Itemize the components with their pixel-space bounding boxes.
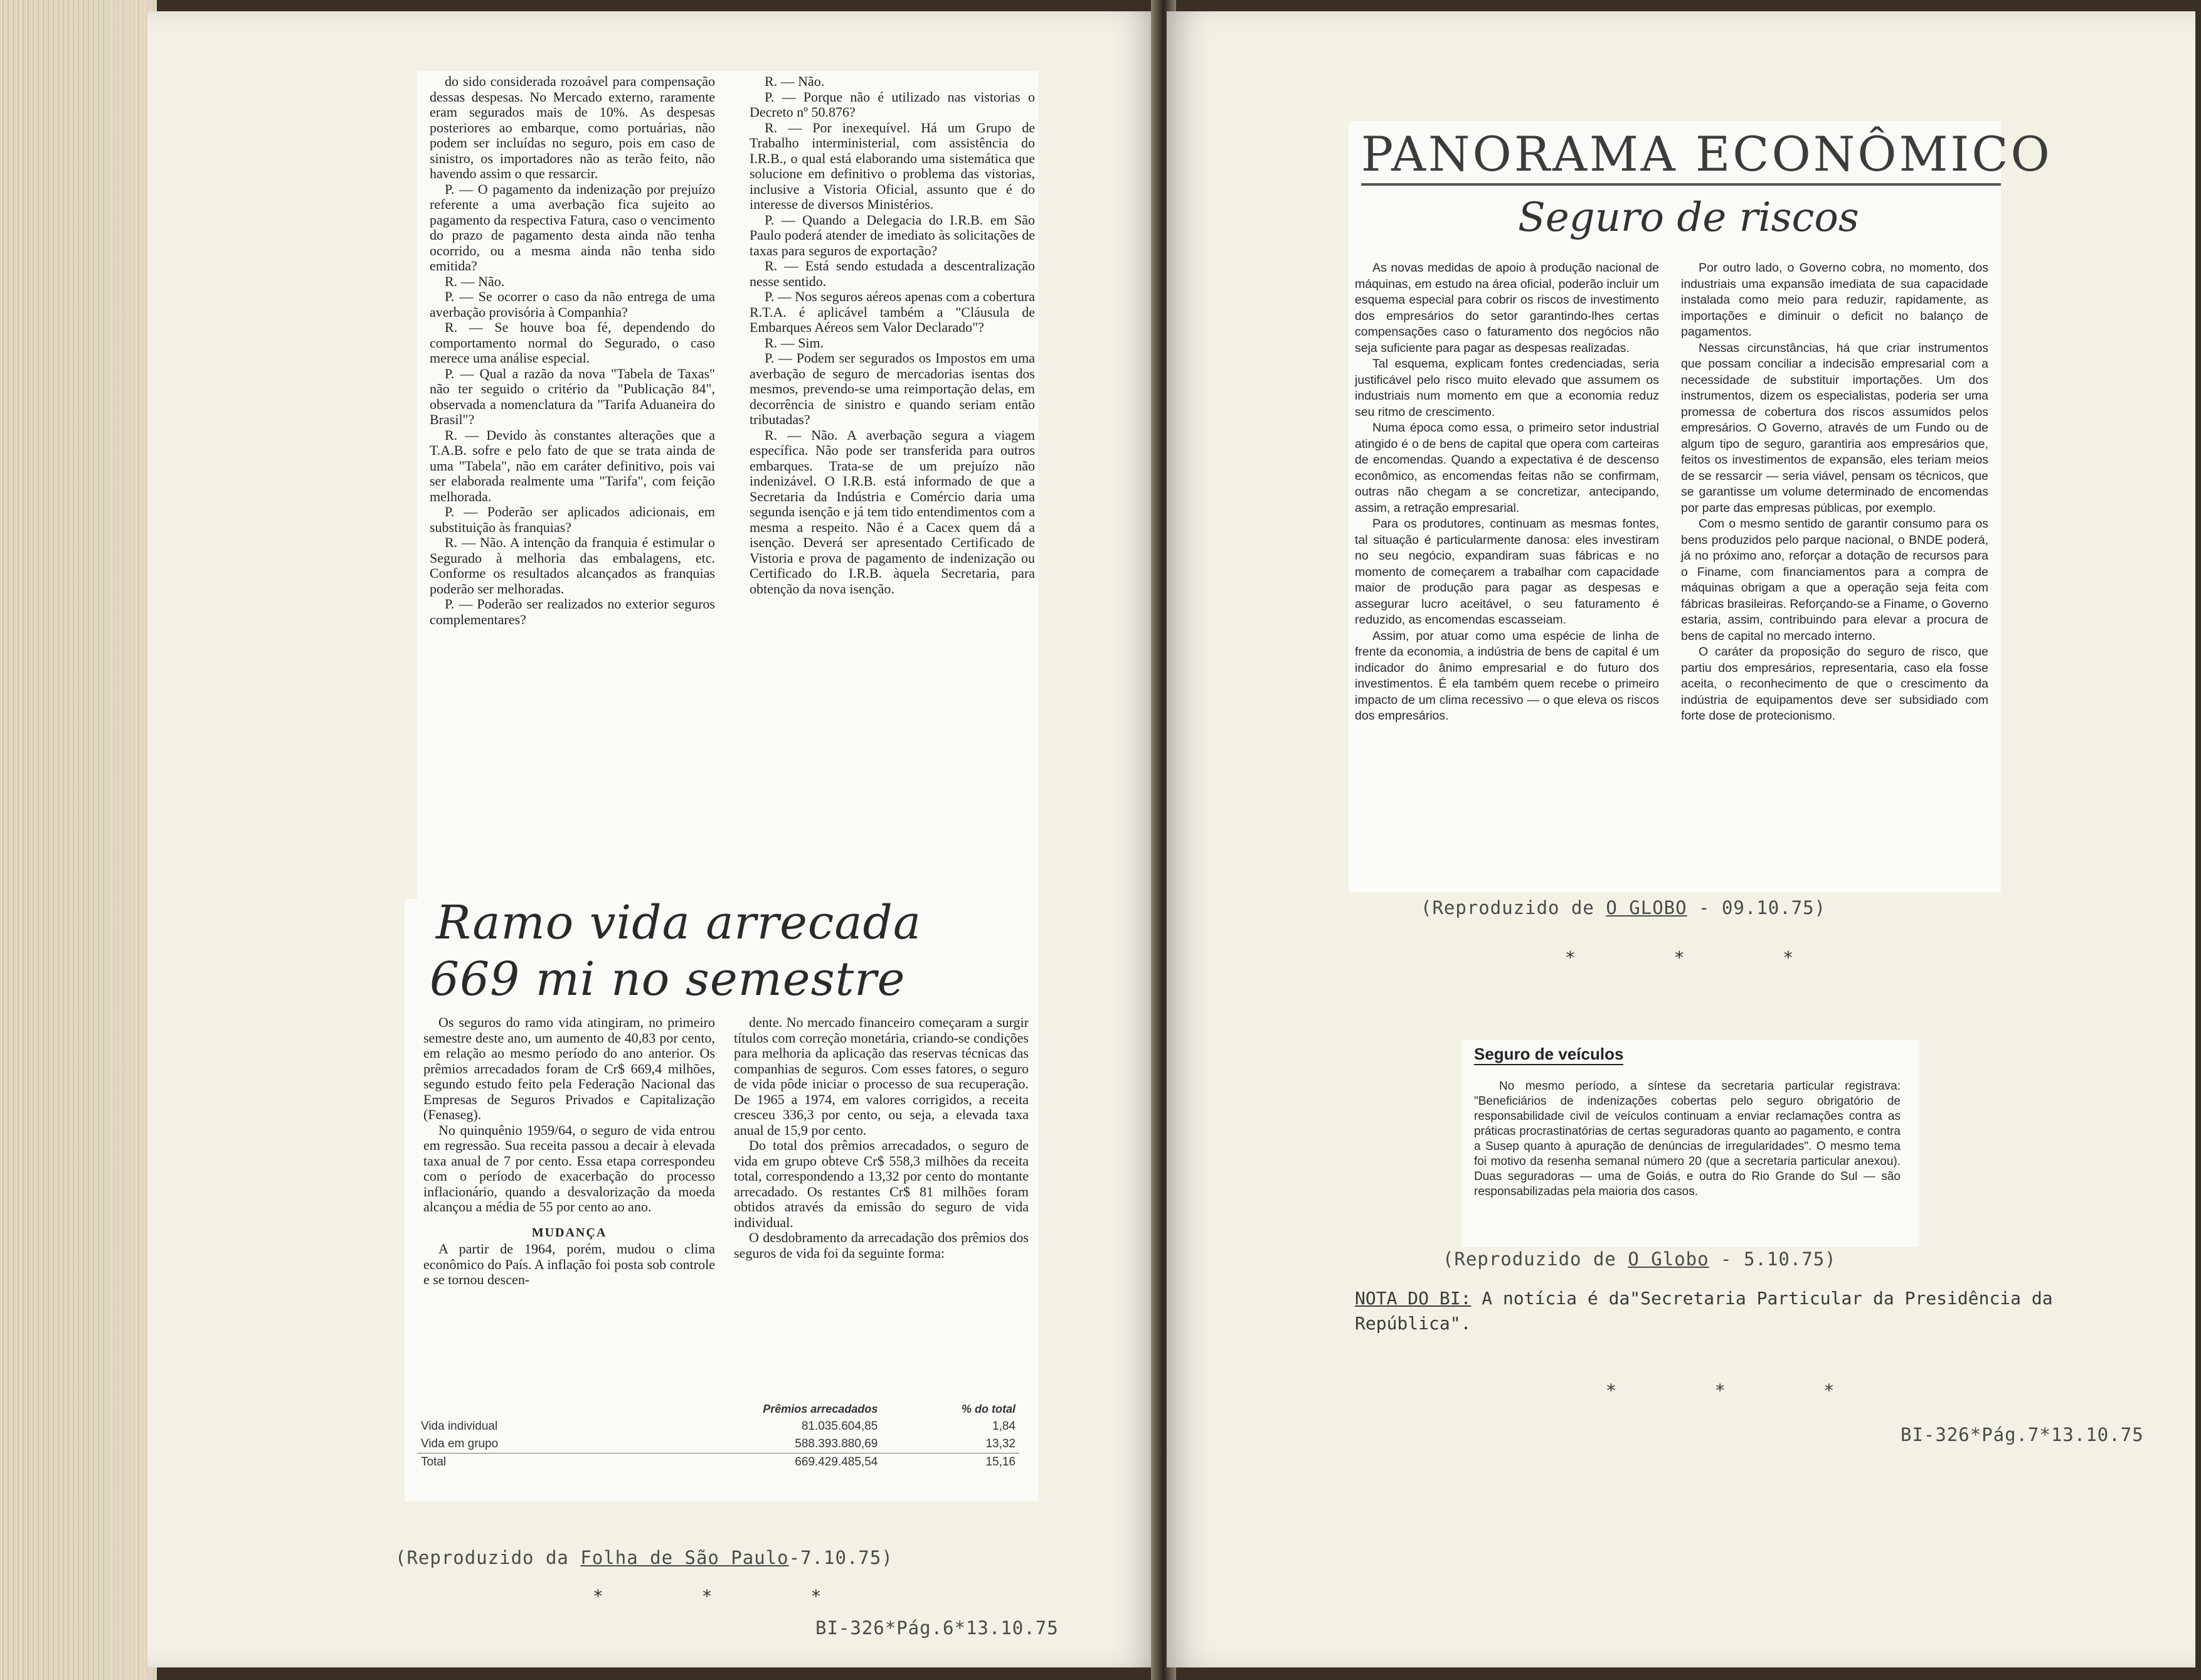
total-pct: 15,16: [881, 1454, 1019, 1472]
paragraph: P. — Qual a razão da nova "Tabela de Taxas" não ter seguido o critério da "Publicação 84", observada a nomenclatura da "Tarifa Aduaneira do Brasil"?: [430, 365, 715, 427]
source-right-1: [1421, 897, 1826, 918]
row-label: Vida individual: [421, 1420, 498, 1433]
col-premios-header: Prêmios arrecadados: [763, 1403, 878, 1415]
article-title: Seguro de riscos: [1518, 194, 1859, 241]
seguro-column-2: [1681, 260, 1988, 725]
paragraph: O caráter da proposição do seguro de risco, que partiu dos empresários, representaria, caso ela fosse aceita, o reconhecimento de que o crescimento da indústria de equipamentos deve ser subsidiado com forte dose de protecionismo.: [1681, 645, 1988, 723]
paragraph: R. — Não.: [445, 273, 505, 289]
veiculos-title: Seguro de veículos: [1474, 1045, 1623, 1065]
stars-right-2: * * *: [1606, 1380, 1879, 1401]
source-suffix: - 5.10.75): [1709, 1248, 1837, 1270]
stars-left: * * *: [593, 1586, 866, 1607]
paragraph: Do total dos prêmios arrecadados, o seguro de vida em grupo obteve Cr$ 558,3 milhões da receita total, correspondendo a 13,32 por cento do montante arrecadado. Os restantes Cr$ 81 milhões foram obtidos através da emissão do seguro de vida individual.: [734, 1137, 1029, 1230]
paragraph: R. — Se houve boa fé, dependendo do comportamento normal do Segurado, o caso merece uma análise especial.: [430, 319, 715, 366]
paragraph: Nessas circunstâncias, há que criar instrumentos que possam conciliar a indecisão empresarial com a necessidade de substituir importações. Um dos instrumentos, dizem os especialistas, poderia ser uma promessa de cobertura dos riscos assumidos pelos empresários. O Governo, através de um Fundo ou de algum tipo de seguro, garantiria aos empresários que, feitos os investimentos de expansão, eles teriam meios de se ressarcir — seria viável, pensam os técnicos, que se garantisse um volume determinado de encomendas por parte das empresas públicas, por exemplo.: [1681, 341, 1988, 515]
source-prefix: (Reproduzido da: [395, 1547, 581, 1568]
paragraph: R. — Não. A averbação segura a viagem específica. Não pode ser transferida para outros embarques. Trata-se de um prejuízo não indenizável. O I.R.B. está informado de que a Secretaria da Indústria e Comércio daria uma segunda isenção e já tem tido entendimentos com a mesma a respeito. Não é a Cacex quem dá a isenção. Deverá ser apresentado Certificado de Vistoria e prova de pagamento de indenização ou Certificado do I.R.B. àquela Secretaria, para obtenção da nova isenção.: [750, 427, 1035, 597]
vida-column-2: [734, 1015, 1029, 1261]
paragraph: Por outro lado, o Governo cobra, no momento, dos industriais uma expansão imediata de sua capacidade instalada como meio para reduzir, rapidamente, as importações e diminuir o deficit no balanço de pagamentos.: [1681, 261, 1988, 339]
paragraph: A partir de 1964, porém, mudou o clima econômico do País. A inflação foi posta sob controle e se tornou descen-: [423, 1241, 715, 1287]
paragraph: R. — Devido às constantes alterações que a T.A.B. sofre e pelo fato de que se trata ainda de uma "Tabela", não em caráter definitivo, pois vai ser elaborada realmente uma "Tarifa", com feição melhorada.: [430, 427, 715, 504]
paragraph: Assim, por atuar como uma espécie de linha de frente da economia, a indústria de bens de capital é um indicador do ânimo empresarial e do futuro dos investimentos. É ela também quem recebe o primeiro impacto de um clima recessivo — o que eleva os riscos dos empresários.: [1355, 629, 1659, 723]
vida-column-1: [423, 1015, 715, 1288]
row-pct: 1,84: [992, 1420, 1016, 1433]
left-page: [147, 11, 1157, 1667]
subhead-mudanca: MUDANÇA: [531, 1225, 607, 1240]
source-suffix: - 09.10.75): [1687, 897, 1827, 918]
total-label: Total: [417, 1454, 607, 1472]
paragraph: No quinquênio 1959/64, o seguro de vida entrou em regressão. Sua receita passou a decair à elevada taxa anual de 7 por cento. Essa etapa correspondeu com o período de exacerbação do processo inflacionário, quando a desvalorização da moeda alcançou a média de 55 por cento ao ano.: [423, 1122, 715, 1215]
paragraph: R. — Está sendo estudada a descentralização nesse sentido.: [750, 258, 1035, 289]
paragraph: R. — Não. A intenção da franquia é estimular o Segurado à melhoria das embalagens, etc. Conforme os resultados alcançados as franquias poderão ser melhoradas.: [430, 534, 715, 597]
table-row: [417, 1435, 1019, 1454]
veiculos-paragraph: No mesmo período, a síntese da secretaria particular registrava: "Beneficiários de indenizações cobertas pelo seguro obrigatório de responsabilidade civil de veículos continuam a enviar reclamações contra as práticas procrastinatórias de certas seguradoras quanto ao pagamento, e contra a Susep quanto à apuração de denúncias de irregularidades". O mesmo tema foi motivo da resenha semanal número 20 (que a secretaria particular anexou). Duas seguradoras — uma de Goiás, e outra do Rio Grande do Sul — são responsabilizadas pela maioria dos casos.: [1474, 1080, 1901, 1198]
row-pct: 13,32: [985, 1437, 1016, 1450]
source-prefix: (Reproduzido de: [1443, 1248, 1628, 1270]
stars-right-1: * * *: [1565, 947, 1838, 968]
paragraph: O desdobramento da arrecadação dos prêmios dos seguros de vida foi da seguinte forma:: [734, 1230, 1029, 1261]
headline-line-1: Ramo vida arrecada: [436, 896, 921, 950]
paragraph: P. — Poderão ser aplicados adicionais, em substituição às franquias?: [430, 504, 715, 535]
folio-right: BI-326*Pág.7*13.10.75: [1901, 1424, 2144, 1445]
table-row: [417, 1418, 1019, 1435]
paragraph: Os seguros do ramo vida atingiram, no primeiro semestre deste ano, um aumento de 40,83 por cento, em relação ao mesmo período do ano anterior. Os prêmios arrecadados foram de Cr$ 669,4 milhões, segundo estudo feito pela Federação Nacional das Empresas de Seguros Privados e Capitalização (Fenaseg).: [423, 1014, 715, 1122]
paragraph: R. — Sim.: [765, 334, 824, 351]
paragraph: P. — Poderão ser realizados no exterior seguros complementares?: [430, 596, 715, 627]
source-prefix: (Reproduzido de: [1421, 897, 1606, 918]
paragraph: P. — Se ocorrer o caso da não entrega de uma averbação provisória à Companhia?: [430, 289, 715, 320]
row-premios: 81.035.604,85: [801, 1420, 878, 1433]
seguro-column-1: [1355, 260, 1659, 725]
paragraph: P. — Nos seguros aéreos apenas com a cobertura R.T.A. é aplicável também a "Cláusula de Embarques Aéreos sem Valor Declarado"?: [750, 289, 1035, 335]
paragraph: As novas medidas de apoio à produção nacional de máquinas, em estudo na área oficial, poderão incluir um esquema especial para cobrir os riscos de investimento dos empresários do setor garantindo-lhes certas compensações caso o faturamento dos negócios não seja suficiente para pagar as despesas realizadas.: [1355, 261, 1659, 355]
paragraph: P. — O pagamento da indenização por prejuízo referente a uma averbação fica sujeito ao pagamento da respectiva Fatura, caso o vencimento do prazo de pagamento desta ainda não tenha ocorrido, ou a mesma ainda não tenha sido emitida?: [430, 181, 715, 274]
paragraph: Tal esquema, explicam fontes credenciadas, seria justificável pelo risco muito elevado que assumem os industriais num momento em que a economia reduz seu ritmo de crescimento.: [1355, 357, 1659, 419]
qa-column-2: [750, 74, 1035, 597]
folio-left: BI-326*Pág.6*13.10.75: [815, 1617, 1059, 1639]
source-name: Folha de São Paulo: [580, 1547, 789, 1568]
masthead: PANORAMA ECONÔMICO: [1361, 125, 2001, 186]
source-suffix: -7.10.75): [788, 1547, 893, 1568]
paragraph: dente. No mercado financeiro começaram a surgir títulos com correção monetária, criando-se condições para melhoria da aplicação das reservas técnicas das companhias de seguros. Com esses fatores, o seguro de vida pôde iniciar o processo de sua recuperação. De 1965 a 1974, em valores corrigidos, a receita cresceu 336,3 por cento, ou seja, a elevada taxa anual de 15,9 por cento.: [734, 1014, 1029, 1138]
table-total-row: [417, 1454, 1019, 1472]
paragraph: Numa época como essa, o primeiro setor industrial atingido é o de bens de capital que opera com carteiras de encomendas. Quando a expectativa é de descenso econômico, as encomendas feitas não se confirmam, outras não chegam a se concretizar, antecipando, assim, a retração empresarial.: [1355, 421, 1659, 515]
paragraph: Para os produtores, continuam as mesmas fontes, tal situação é particularmente danosa: eles investiram no seu negócio, expandiram suas fábricas e no momento de começarem a trabalhar com capacidade maior de produção para pagar as despesas e assegurar lucro aceitável, o seu faturamento é reduzido, as encomendas escasseiam.: [1355, 517, 1659, 627]
nota-do-bi: [1355, 1286, 2108, 1336]
source-right-2: [1443, 1248, 1837, 1270]
paragraph: Com o mesmo sentido de garantir consumo para os bens produzidos pelo parque nacional, o BNDE poderá, já no próximo ano, reforçar a dotação de recursos para o Finame, com financiamentos para a compra de máquinas obrigam a que a operação seja feita com fábricas brasileiras. Reforçando-se a Finame, o Governo estaria, assim, contribuindo para elevar a procura de bens de capital no mercado interno.: [1681, 517, 1988, 643]
source-name: O GLOBO: [1606, 897, 1687, 918]
paragraph: R. — Não.: [765, 73, 825, 89]
headline-line-2: 669 mi no semestre: [430, 952, 906, 1006]
row-premios: 588.393.880,69: [795, 1437, 878, 1450]
paragraph: P. — Podem ser segurados os Impostos em uma averbação de seguro de mercadorias isentas dos mesmos, prevendo-se uma reimportação delas, em decorrência de sinistro e quando seriam então tributadas?: [750, 350, 1035, 427]
paragraph: R. — Por inexequível. Há um Grupo de Trabalho interministerial, com assistência do I.R.B., o qual está elaborando uma sistemática que solucione em definitivo o problema das vistorias, inclusive a Vistoria Oficial, assunto que é do interesse de diversos Ministérios.: [750, 119, 1035, 212]
row-label: Vida em grupo: [421, 1437, 499, 1450]
total-premios: 669.429.485,54: [607, 1454, 881, 1472]
nota-text: A notícia é da"Secretaria Particular da Presidência da República".: [1355, 1288, 2053, 1334]
qa-column-1: [430, 74, 715, 627]
nota-label: NOTA DO BI:: [1355, 1288, 1472, 1309]
col-pct-header: % do total: [962, 1403, 1016, 1415]
source-left: [395, 1547, 893, 1568]
paragraph: P. — Porque não é utilizado nas vistorias o Decreto nº 50.876?: [750, 88, 1035, 120]
paragraph: P. — Quando a Delegacia do I.R.B. em São Paulo poderá atender de imediato às solicitações de taxas para seguros de exportação?: [750, 211, 1035, 258]
paragraph: do sido considerada rozoável para compensação dessas despesas. No Mercado externo, raramente eram segurados mais de 10%. As despesas posteriores ao embarque, como portuárias, não podem ser incluídas no seguro, pois em caso de sinistro, os importadores não as terão feito, não havendo assim o que ressarcir.: [430, 73, 715, 181]
page-edge-tint: [107, 0, 151, 1680]
right-page: [1167, 11, 2195, 1667]
source-name: O Globo: [1628, 1248, 1709, 1270]
premios-table: [417, 1401, 1019, 1471]
veiculos-body: [1474, 1079, 1901, 1199]
